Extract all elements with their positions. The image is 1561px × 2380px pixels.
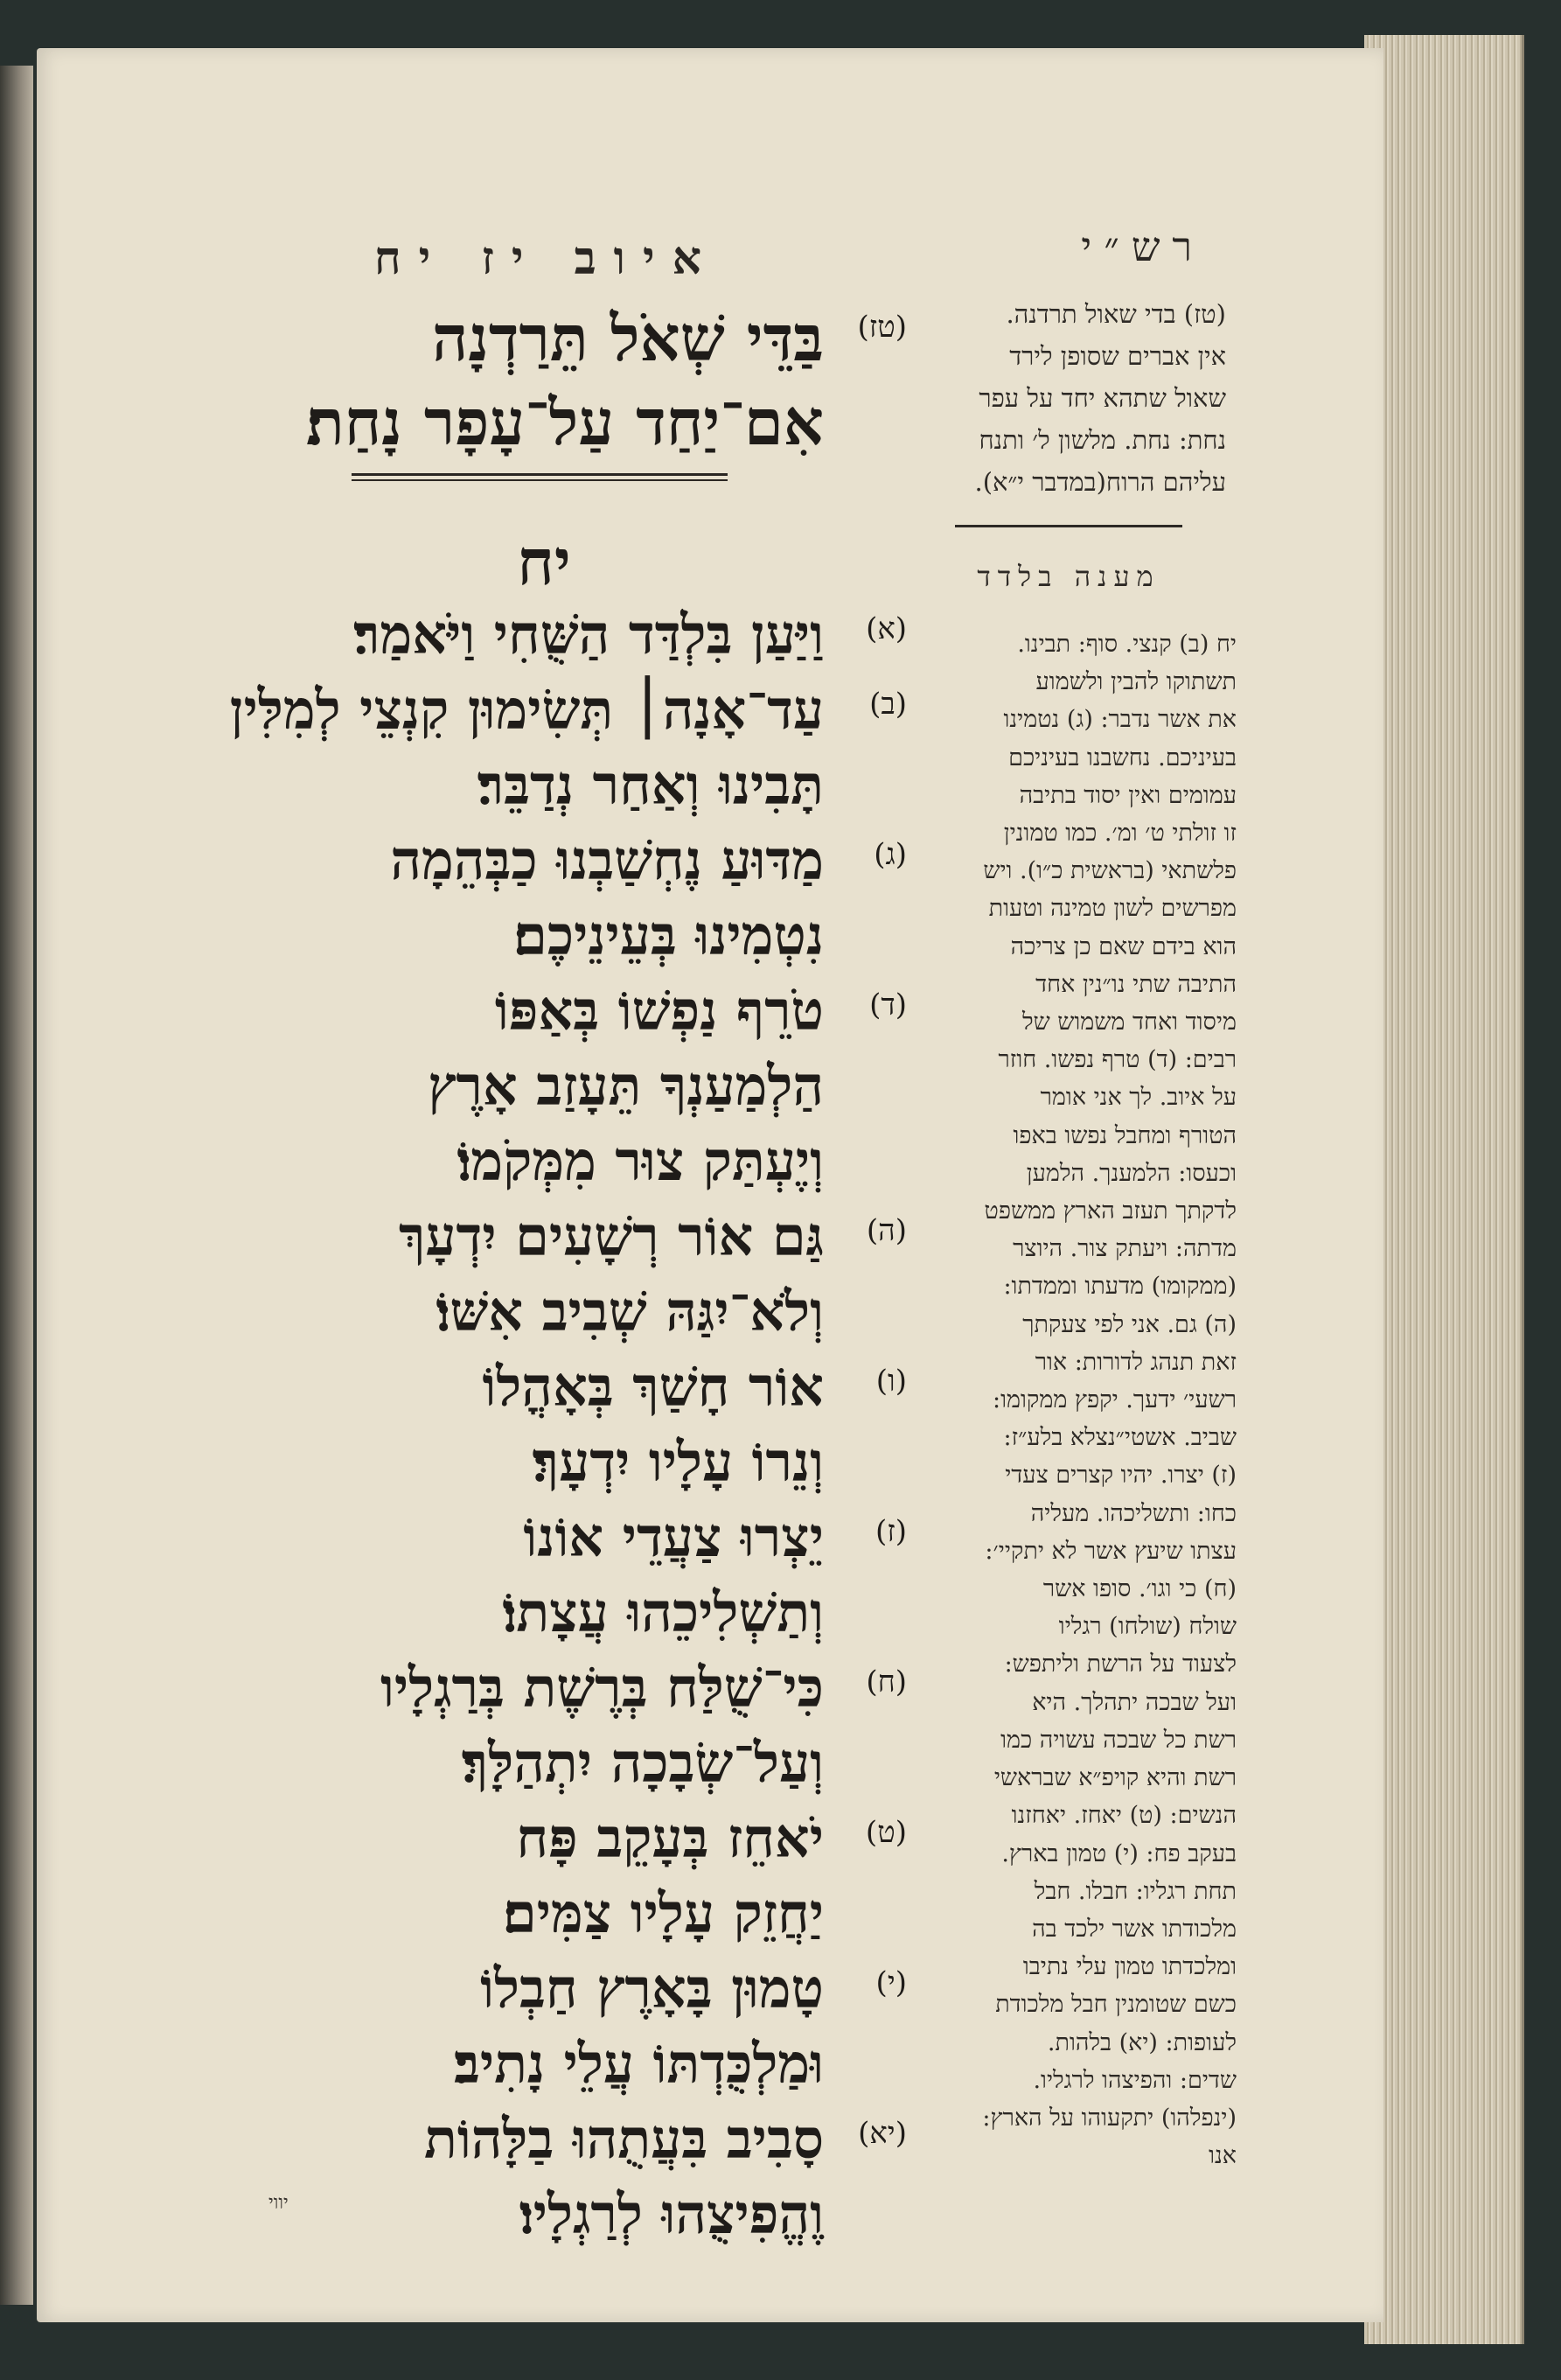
verse-line xyxy=(120,825,907,900)
rashi-line: (טז) בדי שאול תרדנה. xyxy=(1006,299,1226,329)
verse-line xyxy=(120,1652,907,1727)
verse-line xyxy=(120,1727,907,1803)
verse-text: וַיַּעַן בִּלְדַּד הַשֻּׁחִי וַיֹּאמַר׃ xyxy=(353,603,824,667)
commentary-line: על איוב. לך אני אומר xyxy=(1040,1084,1237,1112)
verse-line xyxy=(120,1351,907,1427)
commentary-line: הטורף ומחבל נפשו באפו xyxy=(1013,1121,1237,1149)
commentary-line: מלכודתו אשר ילכד בה xyxy=(1032,1915,1237,1943)
verse-number: (ד) xyxy=(869,988,907,1022)
verse-line xyxy=(120,975,907,1050)
verse-text: וְלֹא־יִגַּהּ שְׁבִיב אִשּׁוֹ׃ xyxy=(436,1280,824,1344)
verse-line xyxy=(120,674,907,750)
verse-text: טָמוּן בָּאָרֶץ חַבְלוֹ xyxy=(480,1957,824,2021)
rashi-line: נחת: נחת. מלשון ל׳ ותנח xyxy=(979,425,1226,455)
commentary-line: וכעסו: הלמענך. הלמען xyxy=(1026,1159,1237,1187)
verses-top xyxy=(120,297,907,465)
verse-number: (ב) xyxy=(869,687,907,722)
commentary-line: כשם שטומנין חבל מלכודת xyxy=(995,1991,1237,2019)
commentary-line: שדים: והפיצהו לרגליו. xyxy=(1033,2066,1237,2094)
verse-line xyxy=(120,1050,907,1126)
verse-text: עַד־אָנָה׀ תְּשִׂימוּן קִנְצֵי לְמִלִּין xyxy=(229,678,824,742)
book-spine-left xyxy=(0,66,33,2305)
commentary-line: זאת תנהג לדורות: אור xyxy=(1035,1348,1237,1376)
verse-text: סָבִיב בִּעֲתֻהוּ בַלָּהוֹת xyxy=(424,2107,824,2171)
verse-text: וְנֵרוֹ עָלָיו יִדְעָךְ׃ xyxy=(532,1430,824,1494)
commentary-line: עמומים ואין יסוד בתיבה xyxy=(1019,781,1237,809)
rashi-line: שאול שתהא יחד על עפר xyxy=(979,383,1226,413)
verse-number: (ג) xyxy=(874,837,907,872)
verse-number: (א) xyxy=(866,611,907,646)
verse-text: בַּדֵּי שְׁאֹל תֵּרַדְנָה xyxy=(432,301,824,375)
verse-line xyxy=(120,1502,907,1577)
commentary-line: רשת והיא קויפ״א שבראשי xyxy=(993,1764,1237,1792)
commentary-line: (ח) כי וגו׳. סופו אשר xyxy=(1042,1575,1237,1603)
commentary-line: שולח (שולחו) רגליו xyxy=(1058,1613,1237,1641)
verse-line xyxy=(120,2104,907,2179)
commentary-line: (ממקומו) מדעתו וממדתו: xyxy=(1003,1273,1237,1301)
verse-text: אִם־יַחַד עַל־עָפָר נָחַת׃ xyxy=(305,385,824,459)
verse-number: (ה) xyxy=(866,1213,907,1248)
verse-number: (ו) xyxy=(875,1364,907,1399)
commentary-line: זו זולתי ט׳ ומ׳. כמו טמונין xyxy=(1003,820,1237,848)
verse-text: נִטְמִינוּ בְּעֵינֵיכֶם׃ xyxy=(513,904,824,967)
verse-line xyxy=(120,750,907,825)
rashi-line: אין אברים שסופן לירד xyxy=(1009,341,1226,371)
commentary-line: רבים: (ד) טרף נפשו. חוזר xyxy=(998,1046,1237,1074)
verse-number: (ז) xyxy=(875,1514,907,1549)
commentary-line: שביב. אשטי״נצלא בלע״ז: xyxy=(1003,1424,1237,1452)
section-divider xyxy=(352,473,728,481)
verse-line xyxy=(120,1427,907,1502)
commentary-line: (ינפלהו) יתקעוהו על הארץ: xyxy=(982,2104,1237,2132)
verse-line xyxy=(120,1878,907,1953)
verse-text: וְתַשְׁלִיכֵהוּ עֲצָתוֹ׃ xyxy=(502,1581,824,1644)
commentary-line: הוא בידם שאם כן צריכה xyxy=(1010,932,1237,960)
verse-line xyxy=(120,1126,907,1201)
commentary-line: פלשתאי (בראשית כ״ו). ויש xyxy=(983,857,1237,885)
verse-text: וְעַל־שְׂבָכָה יִתְהַלָּךְ׃ xyxy=(461,1731,824,1795)
commentary-line: תחת רגליו: חבלו. חבל xyxy=(1034,1877,1237,1905)
verse-line xyxy=(120,1577,907,1652)
verse-line xyxy=(120,1201,907,1276)
commentary-line: יח (ב) קנצי. סוף: תבינו. xyxy=(1017,631,1237,658)
commentary-line: מדתה: ויעתק צור. היוצר xyxy=(1013,1235,1237,1263)
verse-number: (ט) xyxy=(865,1815,907,1850)
commentary-line: הנשים: (ט) יאחז. יאחזנו xyxy=(1011,1802,1237,1830)
verse-text: וּמַלְכֻּדְתּוֹ עֲלֵי נָתִיב׃ xyxy=(453,2032,824,2096)
verse-line xyxy=(120,599,907,674)
chapter-label: יח xyxy=(517,525,571,599)
commentary-line: עצתו שיעץ אשר לא יתקיי׳: xyxy=(985,1537,1237,1565)
book-page xyxy=(37,48,1383,2322)
verse-text: מַדּוּעַ נֶחְשַׁבְנוּ כַבְּהֵמָה xyxy=(390,828,824,892)
verse-text: גַּם אוֹר רְשָׁעִים יִדְעָךְ xyxy=(398,1204,824,1268)
verse-line xyxy=(120,2028,907,2104)
verse-text: וְיֶעְתַּק צוּר מִמְּקֹמוֹ׃ xyxy=(456,1129,824,1193)
book-header: איוב יז יח xyxy=(373,232,719,285)
commentary-line: בעיניכם. נחשבנו בעיניכם xyxy=(1008,743,1237,771)
verse-text: יֹאחֵז בְּעָקֵב פָּח xyxy=(516,1806,824,1870)
commentary-line: לצעוד על הרשת וליתפש: xyxy=(1004,1651,1237,1679)
verses-main xyxy=(120,599,907,2254)
verse-number: (ח) xyxy=(866,1665,907,1700)
commentary-line: בעקב פח: (י) טמון בארץ. xyxy=(1001,1839,1237,1867)
commentary-line: תשתוקו להבין ולשמוע xyxy=(1035,668,1237,696)
rashi-header: רש״י xyxy=(1081,223,1204,270)
verse-text: אוֹר חָשַׁךְ בְּאָהֳלוֹ xyxy=(482,1355,824,1419)
footer-mark: יווי xyxy=(268,2192,289,2214)
commentary-line: מפרשים לשון טמינה וטעות xyxy=(988,895,1237,923)
commentary-body xyxy=(911,625,1237,2174)
commentary-line: רשעי׳ ידעך. יקפץ ממקומו: xyxy=(992,1386,1237,1414)
verse-text: טֹרֵף נַפְשׁוֹ בְּאַפּוֹ xyxy=(494,979,824,1043)
verse-text: תָּבִינוּ וְאַחַר נְדַבֵּר׃ xyxy=(477,753,824,817)
verse-line xyxy=(120,1803,907,1878)
verse-number: (טז) xyxy=(857,310,907,345)
verse-text: כִּי־שֻׁלַּח בְּרֶשֶׁת בְּרַגְלָיו xyxy=(380,1656,824,1720)
verse-line xyxy=(120,1953,907,2028)
verse-line xyxy=(120,2179,907,2254)
commentary-divider xyxy=(955,525,1182,527)
rashi-line: עליהם הרוח(במדבר י״א). xyxy=(974,467,1226,497)
verse-line xyxy=(120,900,907,975)
commentary-line: (ז) יצרו. יהיו קצרים צעדי xyxy=(1005,1462,1237,1490)
verse-text: הַלְמַעַנְךָ תֵּעָזַב אָרֶץ xyxy=(428,1054,824,1118)
verse-line xyxy=(120,381,907,465)
commentary-line: ומלכדתו טמון עלי נתיבו xyxy=(1022,1953,1237,1981)
commentary-line: לעופות: (יא) בלהות. xyxy=(1047,2028,1237,2056)
commentary-line: (ה) גם. אני לפי צעקתך xyxy=(1022,1310,1237,1338)
rashi-commentary xyxy=(911,293,1226,503)
commentary-line: כחו: ותשליכהו. מעליה xyxy=(1030,1499,1237,1527)
commentary-line: רשת כל שבכה עשויה כמו xyxy=(1000,1726,1237,1754)
verse-line xyxy=(120,1276,907,1351)
page-edges xyxy=(1364,35,1524,2344)
verse-text: יֵצְרוּ צַעֲדֵי אוֹנוֹ xyxy=(523,1505,824,1569)
commentary-line: אנו xyxy=(1209,2142,1237,2170)
commentary-title: מענה בלדד xyxy=(977,560,1160,593)
commentary-line: ועל שבכה יתהלך. היא xyxy=(1032,1688,1237,1716)
verse-line xyxy=(120,297,907,381)
verse-text: יַחֲזֵק עָלָיו צַמִּים׃ xyxy=(503,1881,824,1945)
verse-text: וֶהֱפִיצֻהוּ לְרַגְלָיו׃ xyxy=(519,2182,824,2246)
commentary-line: מיסוד ואחד משמוש של xyxy=(1021,1009,1237,1036)
verse-number: (יא) xyxy=(858,2116,907,2151)
commentary-line: לדקתך תעזב הארץ ממשפט xyxy=(984,1197,1237,1225)
commentary-line: התיבה שתי נו״נין אחד xyxy=(1035,970,1237,998)
verse-number: (י) xyxy=(875,1965,907,2000)
commentary-line: את אשר נדבר: (ג) נטמינו xyxy=(1003,706,1237,734)
